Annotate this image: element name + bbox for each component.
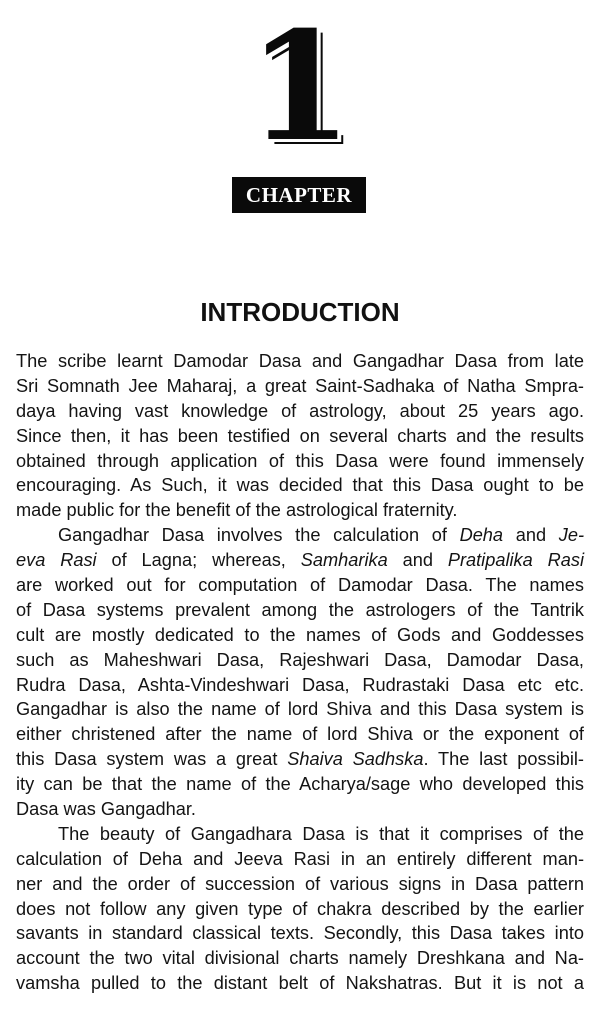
- italic-term: Je-: [558, 525, 584, 546]
- text-line: Dasa was Gangadhar.: [16, 799, 196, 820]
- text-line: either christened after the name of lord Shiva or the exponent of: [16, 724, 584, 745]
- text-line: of Dasa systems prevalent among the astrologers of the Tantrik: [16, 599, 584, 620]
- section-title: INTRODUCTION: [200, 297, 400, 327]
- chapter-label-box: [232, 177, 366, 213]
- text-line: such as Maheshwari Dasa, Rajeshwari Dasa, Damodar Dasa,: [16, 649, 584, 670]
- text-line: daya having vast knowledge of astrology, about 25 years ago.: [16, 400, 584, 421]
- text-line: vamsha pulled to the distant belt of Nakshatras. But it is not a: [16, 973, 584, 994]
- italic-term: Deha: [459, 525, 504, 546]
- paragraph-3: [16, 822, 584, 996]
- text-line: Sri Somnath Jee Maharaj, a great Saint-Sadhaka of Natha Smpra-: [16, 375, 584, 396]
- italic-term: Shaiva Sadhska: [287, 749, 424, 770]
- text-line: [16, 523, 584, 548]
- paragraph-1: [16, 349, 584, 523]
- text-line: obtained through application of this Dasa were found immensely: [16, 450, 584, 471]
- text-line: Since then, it has been testified on several charts and the results: [16, 425, 584, 446]
- text-line: account the two vital divisional charts namely Dreshkana and Na-: [16, 948, 584, 969]
- text-line: are worked out for computation of Damodar Dasa. The names: [16, 575, 584, 596]
- paragraph-2: [16, 523, 584, 822]
- text-run: and: [387, 550, 448, 571]
- italic-term: Samharika: [300, 550, 388, 571]
- text-line: calculation of Deha and Jeeva Rasi in an entirely different man-: [16, 848, 584, 869]
- text-line: [16, 747, 584, 772]
- chapter-number: 1: [247, 0, 353, 175]
- chapter-label: CHAPTER: [245, 182, 353, 207]
- text-run: Gangadhar Dasa involves the calculation of: [58, 525, 460, 546]
- text-line: The beauty of Gangadhara Dasa is that it comprises of the: [58, 823, 584, 844]
- text-line: ity can be that the name of the Acharya/sage who developed this: [16, 774, 584, 795]
- text-line: made public for the benefit of the astrological fraternity.: [16, 500, 458, 521]
- text-run: . The last possibil-: [423, 749, 584, 770]
- text-line: cult are mostly dedicated to the names of Gods and Goddesses: [16, 624, 584, 645]
- text-run: and: [503, 525, 559, 546]
- italic-term: Pratipalika Rasi: [447, 550, 585, 571]
- text-run: this Dasa system was a great: [16, 749, 288, 770]
- text-line: The scribe learnt Damodar Dasa and Gangadhar Dasa from late: [16, 351, 584, 371]
- text-line: [16, 548, 584, 573]
- text-line: does not follow any given type of chakra described by the earlier: [16, 898, 584, 919]
- body-text: [16, 349, 584, 996]
- text-line: ner and the order of succession of various signs in Dasa pattern: [16, 873, 584, 894]
- text-line: Rudra Dasa, Ashta-Vindeshwari Dasa, Rudrastaki Dasa etc etc.: [16, 674, 584, 695]
- text-line: encouraging. As Such, it was decided that this Dasa ought to be: [16, 475, 584, 496]
- text-line: savants in standard classical texts. Secondly, this Dasa takes into: [16, 923, 584, 944]
- text-run: of Lagna; whereas,: [96, 550, 301, 571]
- text-line: Gangadhar is also the name of lord Shiva and this Dasa system is: [16, 699, 584, 720]
- italic-term: eva Rasi: [16, 550, 97, 571]
